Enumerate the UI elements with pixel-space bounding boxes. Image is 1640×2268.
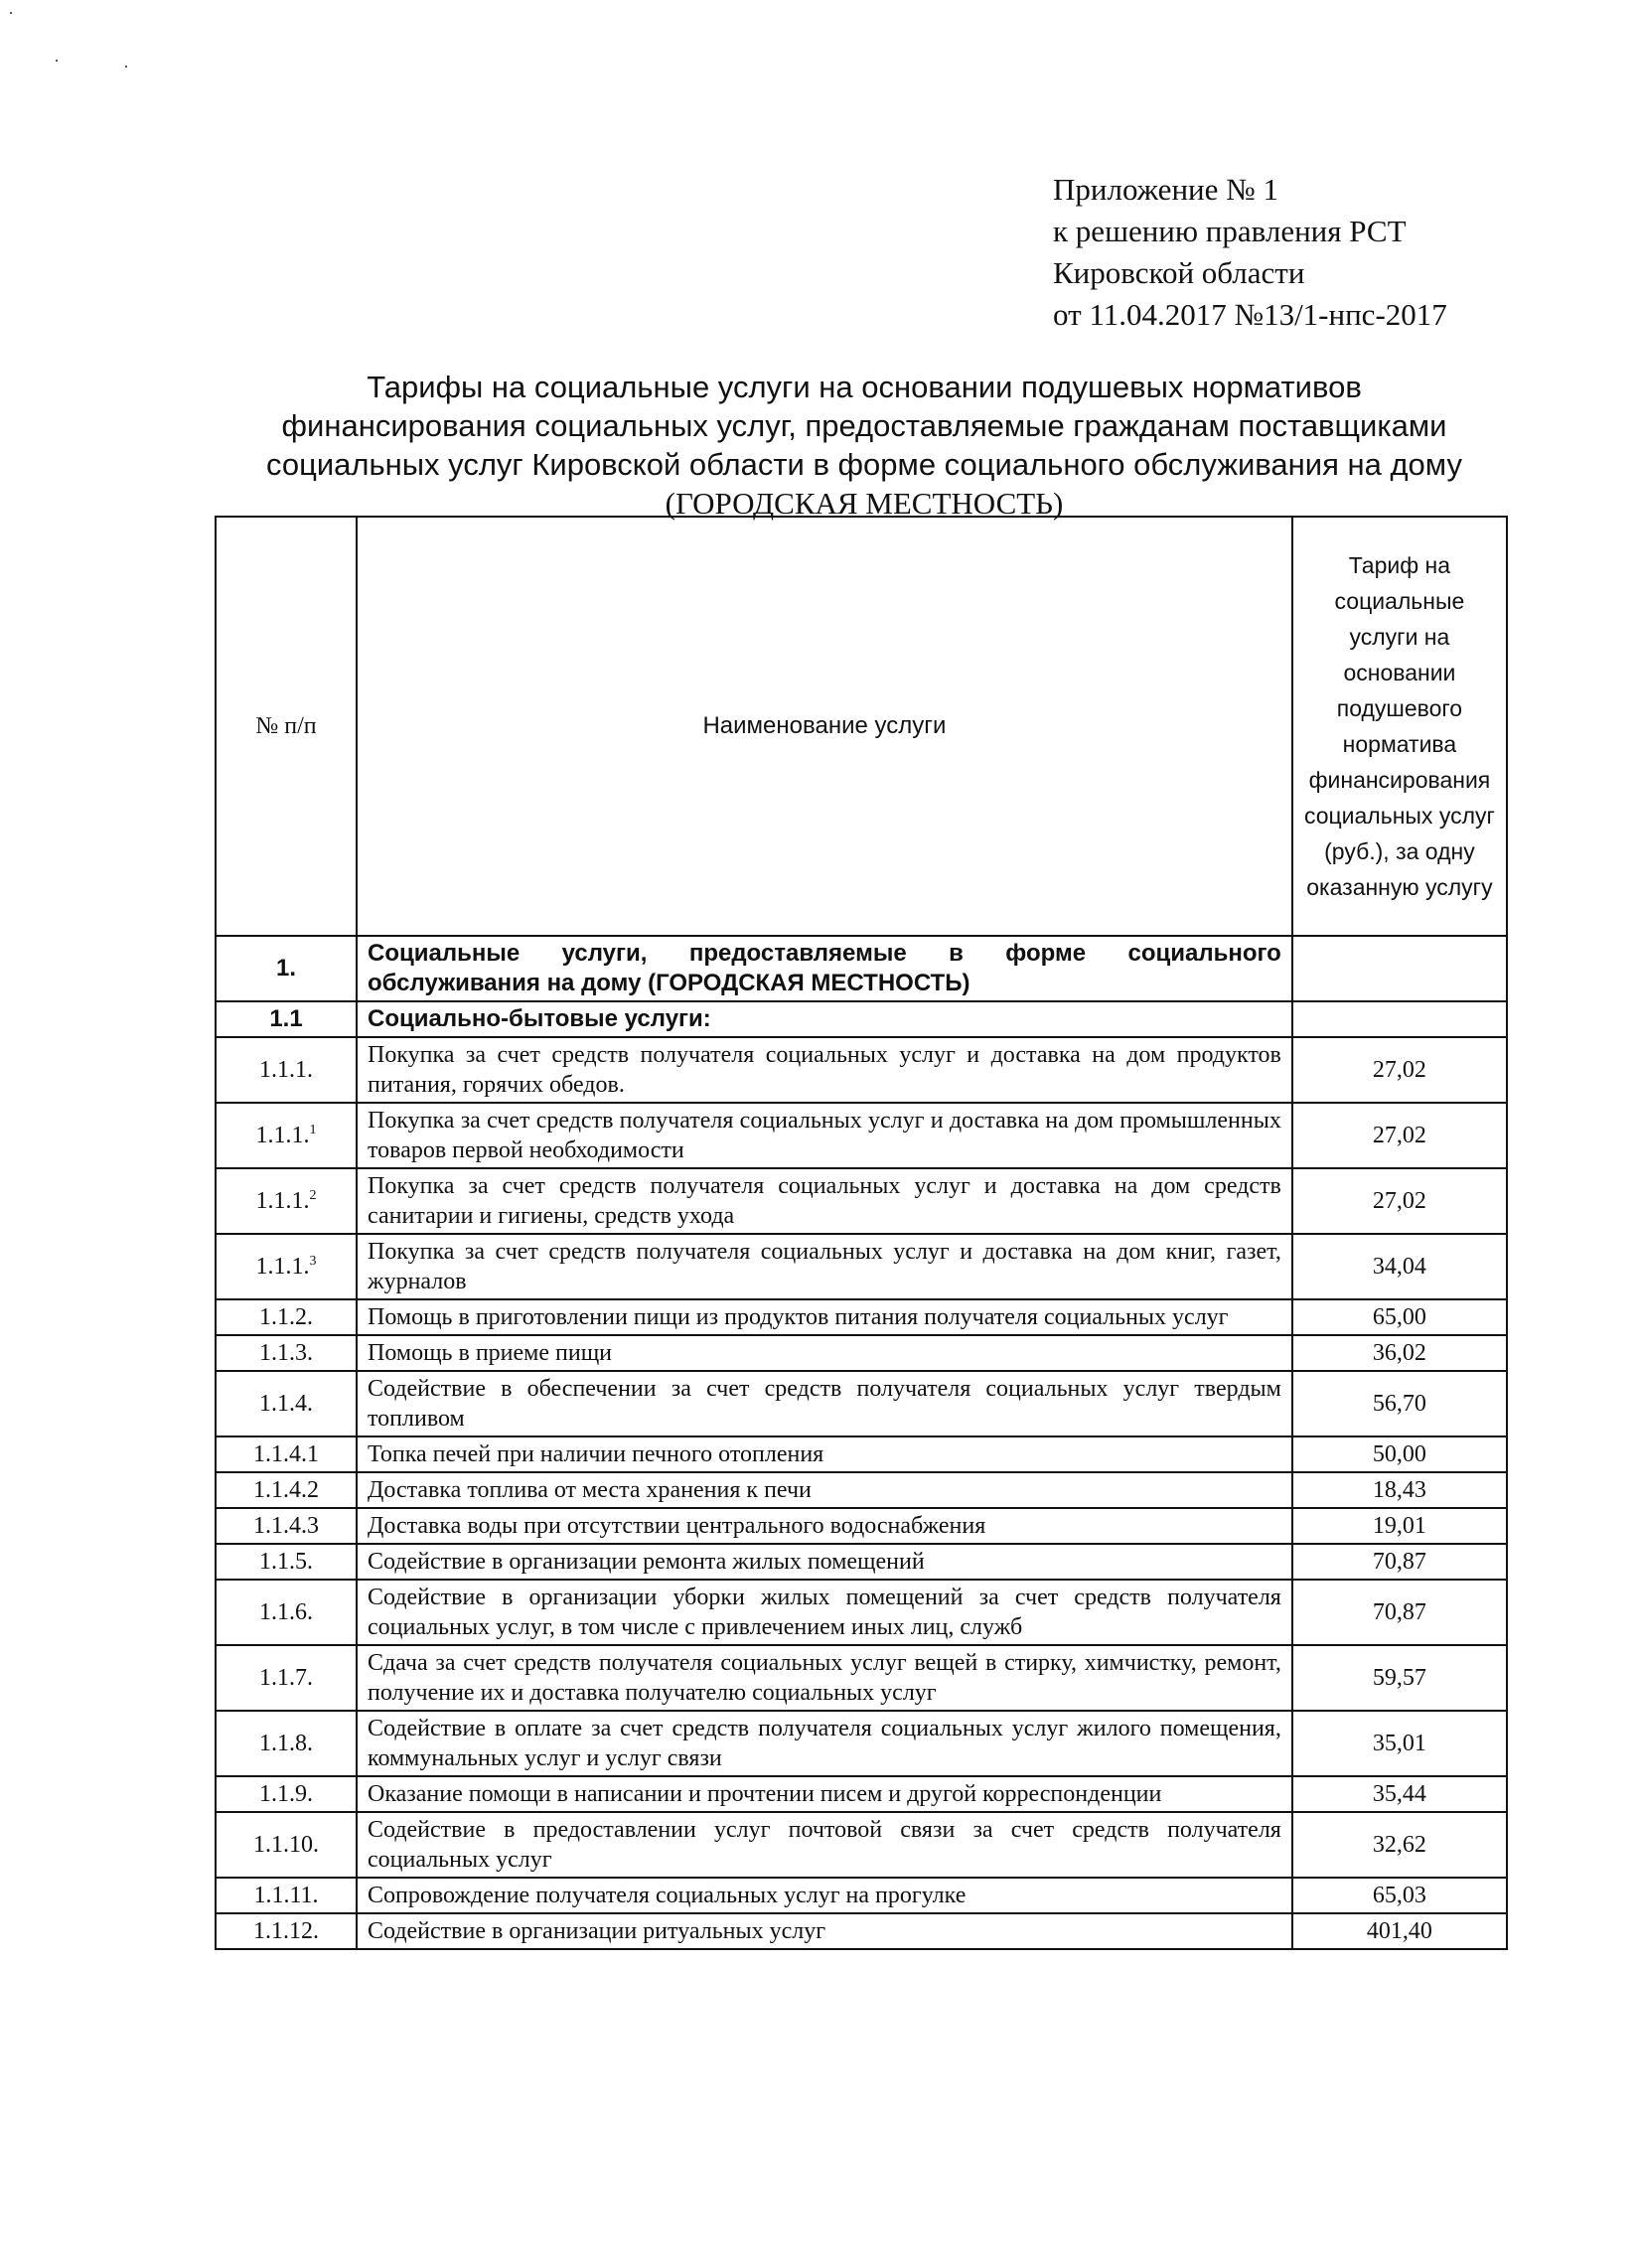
table-row [216,1508,1507,1544]
title-line: социальных услуг Кировской области в форме социального обслуживания на дому [266,447,1462,482]
appendix-line: от 11.04.2017 №13/1-нпс-2017 [1053,297,1447,332]
scan-speck [56,60,58,62]
column-header-name: Наименование услуги [357,517,1292,936]
table-row [216,1335,1507,1371]
row-number [216,936,357,1001]
row-number-text: 1.1.11. [253,1883,319,1908]
row-number [216,1580,357,1645]
table-row [216,1544,1507,1580]
row-number [216,1472,357,1508]
table-row [216,1913,1507,1949]
table-row [216,1299,1507,1335]
row-number-text: 1.1.2. [259,1304,313,1330]
appendix-line: Приложение № 1 [1053,172,1278,207]
tariff-value: 27,02 [1292,1037,1507,1103]
service-name: Покупка за счет средств получателя социальных услуг и доставка на дом продуктов питания, горячих обедов. [357,1037,1292,1103]
service-name: Сопровождение получателя социальных услуг на прогулке [357,1878,1292,1913]
row-number [216,1812,357,1878]
tariff-value: 65,00 [1292,1299,1507,1335]
row-number [216,1037,357,1103]
service-name: Оказание помощи в написании и прочтении писем и другой корреспонденции [357,1776,1292,1812]
row-number [216,1001,357,1037]
tariff-value: 32,62 [1292,1812,1507,1878]
service-name: Содействие в предоставлении услуг почтовой связи за счет средств получателя социальных услуг [357,1812,1292,1878]
tariff-value: 19,01 [1292,1508,1507,1544]
row-number-superscript: 2 [309,1188,317,1203]
row-number-text: 1.1.1. [255,1254,310,1280]
row-number-text: 1.1.3. [259,1340,313,1366]
tariff-value: 50,00 [1292,1436,1507,1472]
row-number-text: 1.1 [269,1005,303,1032]
row-number [216,1544,357,1580]
table-body [216,936,1507,1949]
service-name: Содействие в оплате за счет средств получателя социальных услуг жилого помещения, коммунальных услуг и услуг связи [357,1711,1292,1776]
tariff-value: 70,87 [1292,1544,1507,1580]
row-number [216,1234,357,1299]
row-number-text: 1.1.1. [255,1188,310,1214]
row-number [216,1913,357,1949]
service-name: Доставка воды при отсутствии центрального водоснабжения [357,1508,1292,1544]
tariff-value: 56,70 [1292,1371,1507,1436]
tariff-value: 18,43 [1292,1472,1507,1508]
table-row [216,936,1507,1001]
table-row [216,1168,1507,1234]
tariff-value: 34,04 [1292,1234,1507,1299]
row-number-superscript: 1 [309,1123,317,1137]
table-row [216,1711,1507,1776]
table-row [216,1001,1507,1037]
row-number [216,1168,357,1234]
row-number-text: 1.1.4. [259,1391,313,1417]
service-name: Сдача за счет средств получателя социальных услуг вещей в стирку, химчистку, ремонт, получение их и доставка получателю социальных услуг [357,1645,1292,1711]
tariff-value: 35,44 [1292,1776,1507,1812]
service-name: Социальные услуги, предоставляемые в форме социального обслуживания на дому (ГОРОДСКАЯ МЕСТНОСТЬ) [357,936,1292,1001]
service-name: Содействие в обеспечении за счет средств получателя социальных услуг твердым топливом [357,1371,1292,1436]
tariff-value: 401,40 [1292,1913,1507,1949]
row-number-text: 1.1.12. [253,1918,319,1944]
appendix-block [1053,169,1447,336]
row-number-text: 1.1.10. [253,1832,319,1858]
tariff-value [1292,936,1507,1001]
table-row [216,1371,1507,1436]
scan-speck [125,66,127,68]
row-number [216,1299,357,1335]
column-header-num: № п/п [216,517,357,936]
tariff-value: 35,01 [1292,1711,1507,1776]
row-number [216,1103,357,1168]
service-name: Содействие в организации ритуальных услуг [357,1913,1292,1949]
tariff-value: 36,02 [1292,1335,1507,1371]
table-row [216,1878,1507,1913]
tariff-value: 65,03 [1292,1878,1507,1913]
service-name: Покупка за счет средств получателя социальных услуг и доставка на дом книг, газет, журналов [357,1234,1292,1299]
row-number-text: 1.1.1. [255,1123,310,1148]
row-number-text: 1.1.1. [259,1057,313,1083]
tariff-value: 70,87 [1292,1580,1507,1645]
service-name: Покупка за счет средств получателя социальных услуг и доставка на дом средств санитарии и гигиены, средств ухода [357,1168,1292,1234]
row-number [216,1436,357,1472]
tariff-value: 27,02 [1292,1168,1507,1234]
service-name: Доставка топлива от места хранения к печи [357,1472,1292,1508]
table-row [216,1103,1507,1168]
row-number-text: 1.1.8. [259,1731,313,1756]
table-row [216,1580,1507,1645]
row-number-text: 1.1.4.1 [253,1441,319,1467]
row-number-text: 1.1.4.2 [253,1477,319,1503]
tariff-value: 59,57 [1292,1645,1507,1711]
service-name: Содействие в организации ремонта жилых помещений [357,1544,1292,1580]
column-header-tariff: Тариф на социальные услуги на основании подушевого норматива финансирования социальных услуг (руб.), за одну оказанную услугу [1292,517,1507,936]
tariffs-table [215,516,1508,1950]
row-number [216,1508,357,1544]
table-header-row [216,517,1507,936]
table-row [216,1234,1507,1299]
row-number [216,1371,357,1436]
scan-speck [10,12,12,14]
row-number-text: 1.1.6. [259,1599,313,1625]
appendix-line: к решению правления РСТ [1053,214,1407,248]
row-number-text: 1.1.9. [259,1781,313,1807]
title-line: финансирования социальных услуг, предоставляемые гражданам поставщиками [281,408,1447,443]
row-number [216,1711,357,1776]
row-number-text: 1.1.4.3 [253,1513,319,1539]
row-number-superscript: 3 [309,1254,317,1269]
service-name: Покупка за счет средств получателя социальных услуг и доставка на дом промышленных товаров первой необходимости [357,1103,1292,1168]
table-row [216,1436,1507,1472]
document-title [238,368,1490,523]
table-row [216,1037,1507,1103]
row-number [216,1645,357,1711]
row-number-text: 1.1.5. [259,1549,313,1575]
row-number-text: 1.1.7. [259,1665,313,1691]
table-row [216,1472,1507,1508]
table-row [216,1812,1507,1878]
table-row [216,1645,1507,1711]
title-line: Тарифы на социальные услуги на основании подушевых нормативов [367,370,1362,404]
appendix-line: Кировской области [1053,255,1305,290]
table-row [216,1776,1507,1812]
service-name: Помощь в приеме пищи [357,1335,1292,1371]
service-name: Содействие в организации уборки жилых помещений за счет средств получателя социальных услуг, в том числе с привлечением иных лиц, служб [357,1580,1292,1645]
row-number [216,1776,357,1812]
title-line: (ГОРОДСКАЯ МЕСТНОСТЬ) [665,486,1064,521]
service-name: Социально-бытовые услуги: [357,1001,1292,1037]
service-name: Помощь в приготовлении пищи из продуктов питания получателя социальных услуг [357,1299,1292,1335]
row-number-text: 1. [275,955,296,982]
tariff-value [1292,1001,1507,1037]
tariff-value: 27,02 [1292,1103,1507,1168]
row-number [216,1878,357,1913]
service-name: Топка печей при наличии печного отопления [357,1436,1292,1472]
row-number [216,1335,357,1371]
